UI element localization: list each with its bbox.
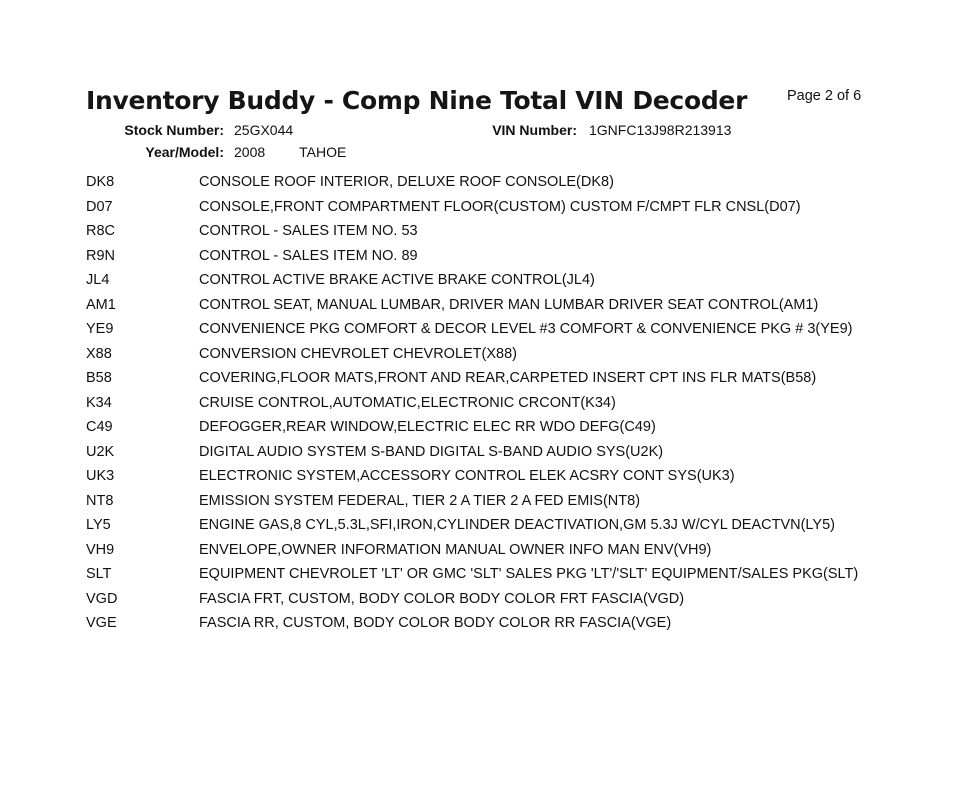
option-code: AM1 bbox=[86, 296, 116, 313]
option-row bbox=[86, 173, 886, 192]
option-row bbox=[86, 271, 886, 290]
option-row bbox=[86, 394, 886, 413]
option-description: COVERING,FLOOR MATS,FRONT AND REAR,CARPETED INSERT CPT INS FLR MATS(B58) bbox=[199, 370, 817, 386]
option-description: CONVERSION CHEVROLET CHEVROLET(X88) bbox=[199, 345, 517, 362]
vin-number-value: 1GNFC13J98R213913 bbox=[589, 122, 732, 138]
option-code-list bbox=[86, 173, 886, 639]
option-row bbox=[86, 443, 886, 462]
option-code: UK3 bbox=[86, 468, 115, 484]
year-model-label: Year/Model: bbox=[145, 144, 224, 160]
option-description: EMISSION SYSTEM FEDERAL, TIER 2 A TIER 2 A FED EMIS(NT8) bbox=[199, 492, 641, 509]
stock-number-value: 25GX044 bbox=[234, 122, 294, 138]
option-code: YE9 bbox=[86, 321, 114, 337]
year-model-row bbox=[100, 144, 346, 160]
option-row bbox=[86, 590, 886, 609]
stock-number-row bbox=[100, 122, 293, 138]
option-row bbox=[86, 614, 886, 633]
vin-number-label: VIN Number: bbox=[492, 122, 577, 138]
option-code: VGD bbox=[86, 590, 118, 607]
option-description: CONTROL - SALES ITEM NO. 89 bbox=[199, 247, 418, 264]
option-row bbox=[86, 541, 886, 560]
page-title: Inventory Buddy - Comp Nine Total VIN Decoder bbox=[86, 86, 748, 115]
option-code: DK8 bbox=[86, 174, 115, 190]
option-code: K34 bbox=[86, 394, 112, 411]
option-description: CONSOLE,FRONT COMPARTMENT FLOOR(CUSTOM) CUSTOM F/CMPT FLR CNSL(D07) bbox=[199, 198, 801, 215]
option-description: CONVENIENCE PKG COMFORT & DECOR LEVEL #3 COMFORT & CONVENIENCE PKG # 3(YE9) bbox=[199, 321, 853, 337]
option-row bbox=[86, 418, 886, 437]
option-code: B58 bbox=[86, 370, 112, 386]
option-code: VGE bbox=[86, 615, 117, 631]
option-code: JL4 bbox=[86, 272, 110, 288]
option-description: CONTROL - SALES ITEM NO. 53 bbox=[199, 223, 418, 239]
option-row bbox=[86, 516, 886, 535]
option-description: ELECTRONIC SYSTEM,ACCESSORY CONTROL ELEK ACSRY CONT SYS(UK3) bbox=[199, 468, 735, 484]
option-row bbox=[86, 467, 886, 486]
stock-number-label: Stock Number: bbox=[124, 122, 224, 138]
option-description: CONSOLE ROOF INTERIOR, DELUXE ROOF CONSOLE(DK8) bbox=[199, 174, 614, 190]
option-description: CRUISE CONTROL,AUTOMATIC,ELECTRONIC CRCONT(K34) bbox=[199, 394, 616, 411]
option-code: C49 bbox=[86, 419, 113, 435]
vin-number-row bbox=[456, 122, 731, 138]
option-row bbox=[86, 320, 886, 339]
option-description: CONTROL SEAT, MANUAL LUMBAR, DRIVER MAN LUMBAR DRIVER SEAT CONTROL(AM1) bbox=[199, 296, 819, 313]
option-description: FASCIA RR, CUSTOM, BODY COLOR BODY COLOR RR FASCIA(VGE) bbox=[199, 615, 672, 631]
option-code: NT8 bbox=[86, 492, 114, 509]
option-description: DEFOGGER,REAR WINDOW,ELECTRIC ELEC RR WDO DEFG(C49) bbox=[199, 419, 656, 435]
year-value: 2008 bbox=[234, 144, 266, 160]
option-row bbox=[86, 198, 886, 217]
page-number: Page 2 of 6 bbox=[787, 88, 862, 104]
option-code: R9N bbox=[86, 247, 116, 264]
option-code: VH9 bbox=[86, 541, 115, 558]
option-description: ENVELOPE,OWNER INFORMATION MANUAL OWNER INFO MAN ENV(VH9) bbox=[199, 541, 712, 558]
option-row bbox=[86, 369, 886, 388]
option-code: D07 bbox=[86, 198, 113, 215]
option-code: LY5 bbox=[86, 517, 111, 533]
option-row bbox=[86, 222, 886, 241]
option-row bbox=[86, 296, 886, 315]
option-row bbox=[86, 247, 886, 266]
option-code: SLT bbox=[86, 566, 112, 582]
option-row bbox=[86, 345, 886, 364]
model-value: TAHOE bbox=[299, 144, 347, 160]
option-description: DIGITAL AUDIO SYSTEM S-BAND DIGITAL S-BAND AUDIO SYS(U2K) bbox=[199, 443, 664, 460]
option-description: CONTROL ACTIVE BRAKE ACTIVE BRAKE CONTROL(JL4) bbox=[199, 272, 595, 288]
option-row bbox=[86, 565, 886, 584]
option-code: U2K bbox=[86, 443, 115, 460]
option-row bbox=[86, 492, 886, 511]
option-description: EQUIPMENT CHEVROLET 'LT' OR GMC 'SLT' SALES PKG 'LT'/'SLT' EQUIPMENT/SALES PKG(SLT) bbox=[199, 566, 859, 582]
option-description: FASCIA FRT, CUSTOM, BODY COLOR BODY COLOR FRT FASCIA(VGD) bbox=[199, 590, 685, 607]
option-code: R8C bbox=[86, 223, 116, 239]
option-code: X88 bbox=[86, 345, 112, 362]
option-description: ENGINE GAS,8 CYL,5.3L,SFI,IRON,CYLINDER DEACTIVATION,GM 5.3J W/CYL DEACTVN(LY5) bbox=[199, 517, 835, 533]
